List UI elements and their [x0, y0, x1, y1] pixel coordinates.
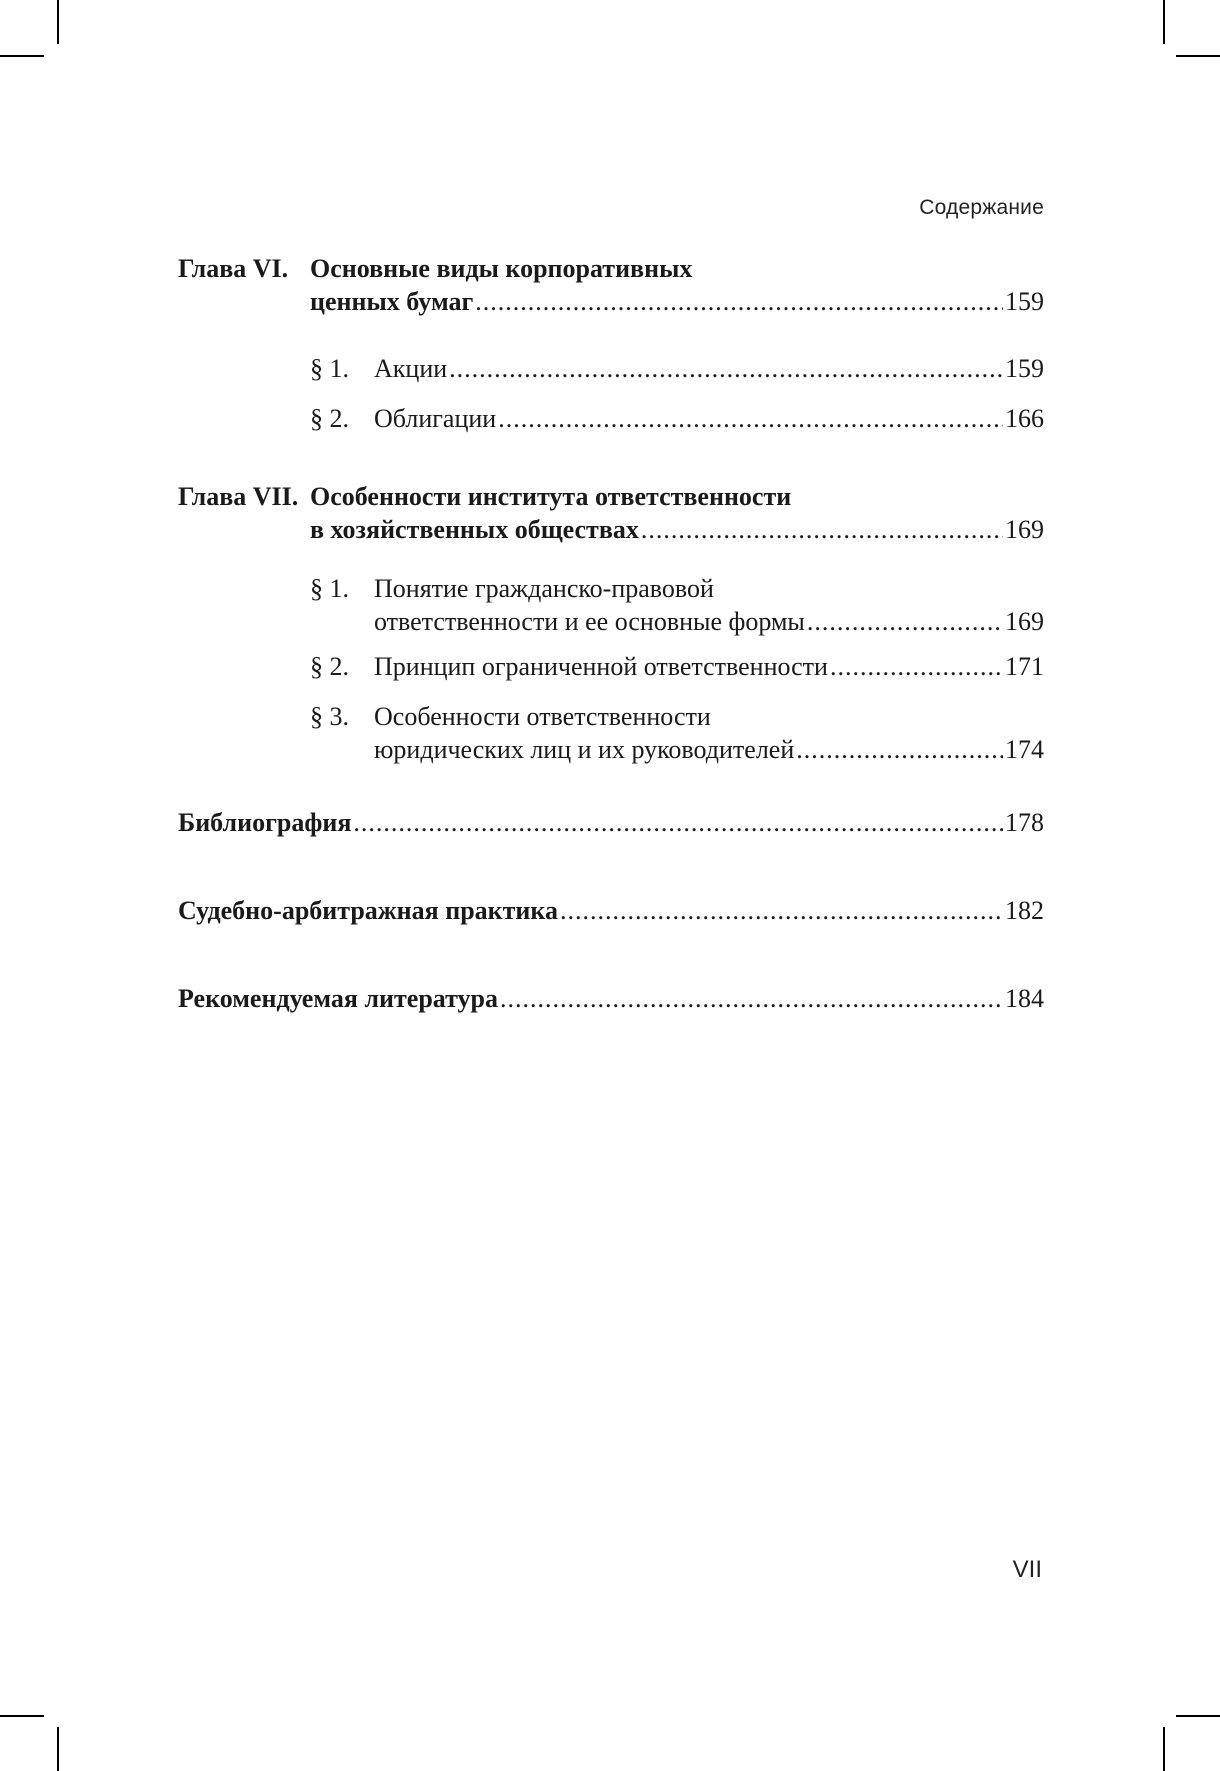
chapter-title-line2: в хозяйственных обществах [310, 515, 639, 544]
crop-mark-bottom-right [1163, 1727, 1165, 1771]
toc-section[interactable] [310, 700, 1044, 766]
entry-title: Судебно-арбитражная практика [178, 896, 558, 925]
chapter-title-line2: ценных бумаг [310, 287, 474, 316]
chapter-label: Глава VII. [178, 482, 299, 511]
chapter-label: Глава VI. [178, 254, 289, 283]
crop-mark-bottom-left [57, 1727, 59, 1771]
section-title: Акции [374, 354, 448, 383]
dot-leader [807, 605, 1003, 638]
dot-leader [641, 513, 1003, 546]
crop-mark-bottom-left-h [0, 1715, 44, 1717]
page-number: 159 [1005, 287, 1044, 316]
section-title-line2: юридических лиц и их руководителей [374, 735, 795, 764]
dot-leader [560, 894, 1003, 927]
chapter-title-line1: Основные виды корпоративных [310, 254, 693, 283]
section-title-line2: ответственности и ее основные формы [374, 607, 805, 636]
toc-chapter-7[interactable] [178, 480, 1044, 546]
crop-mark-top-right-h [1176, 55, 1220, 57]
section-title: Облигации [374, 404, 497, 433]
chapter-title-line1: Особенности института ответственности [310, 482, 792, 511]
toc-section[interactable] [310, 402, 1044, 435]
dot-leader [498, 402, 1003, 435]
entry-title: Рекомендуемая литература [178, 984, 498, 1013]
page-number: 182 [1005, 896, 1044, 925]
section-number: § 1. [310, 354, 349, 383]
table-of-contents [178, 252, 1044, 1015]
section-number: § 2. [310, 404, 349, 433]
page-number: 159 [1005, 354, 1044, 383]
dot-leader [449, 352, 1003, 385]
toc-bibliography[interactable] [178, 806, 1044, 839]
toc-section[interactable] [310, 650, 1044, 683]
page-number: 184 [1005, 984, 1044, 1013]
entry-title: Библиография [178, 808, 352, 837]
toc-section[interactable] [310, 572, 1044, 638]
page-number: 169 [1005, 515, 1044, 544]
page-number: 169 [1005, 607, 1044, 636]
crop-mark-top-right [1163, 0, 1165, 44]
dot-leader [830, 650, 1003, 683]
dot-leader [475, 285, 1003, 318]
page-number: 166 [1005, 404, 1044, 433]
toc-section[interactable] [310, 352, 1044, 385]
page-number: 174 [1005, 735, 1044, 764]
toc-recommended-literature[interactable] [178, 982, 1044, 1015]
dot-leader [796, 733, 1003, 766]
toc-case-law[interactable] [178, 894, 1044, 927]
crop-mark-bottom-right-h [1176, 1715, 1220, 1717]
section-number: § 3. [310, 702, 349, 731]
dot-leader [500, 982, 1003, 1015]
dot-leader [353, 806, 1003, 839]
page-number: 171 [1005, 652, 1044, 681]
section-number: § 2. [310, 652, 349, 681]
page-folio: VII [1012, 1556, 1042, 1583]
section-title-line1: Понятие гражданско-правовой [374, 574, 714, 603]
section-title: Принцип ограниченной ответственности [374, 652, 828, 681]
crop-mark-top-left [57, 0, 59, 44]
crop-mark-top-left-h [0, 55, 44, 57]
toc-chapter-6[interactable] [178, 252, 1044, 318]
running-head: Содержание [919, 196, 1044, 219]
section-title-line1: Особенности ответственности [374, 702, 711, 731]
page-number: 178 [1005, 808, 1044, 837]
section-number: § 1. [310, 574, 349, 603]
